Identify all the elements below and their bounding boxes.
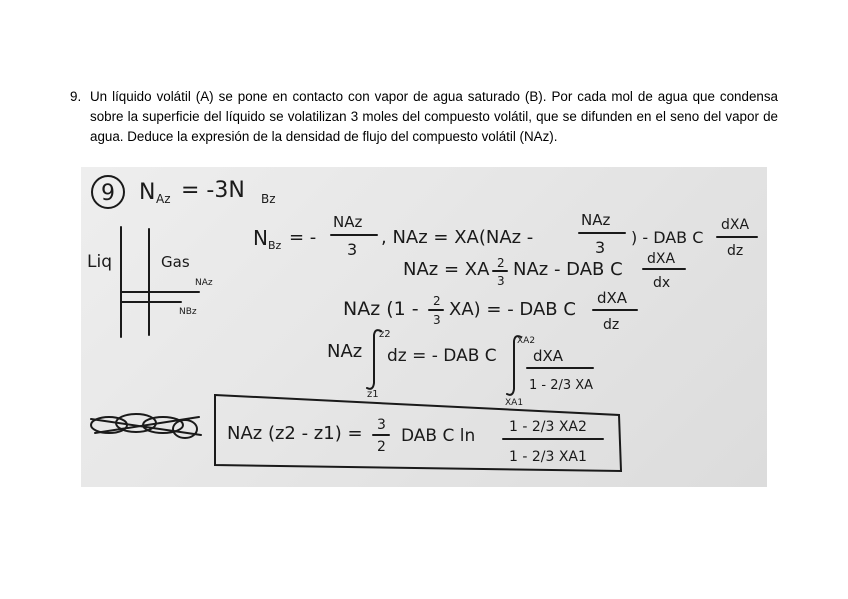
eq5-num: dXA: [533, 347, 564, 365]
eq5-den: 1 - 2/3 XA: [529, 378, 594, 393]
final-mid: DAB C ln: [401, 426, 476, 446]
line1-rhs: = -3N: [181, 178, 245, 203]
diagram-liq-label: Liq: [87, 252, 112, 272]
line1-lhs-sub: Az: [156, 192, 171, 206]
eq5-int2-upper: XA2: [517, 336, 536, 346]
problem-number: 9.: [70, 89, 82, 104]
circled-number: 9: [101, 181, 115, 206]
line1-lhs: N: [139, 180, 156, 205]
eq2b-dnum: dXA: [721, 217, 750, 233]
eq2b-dden: dz: [727, 243, 744, 259]
eq2b-den: 3: [595, 238, 606, 257]
line1-rhs-sub: Bz: [261, 192, 276, 206]
handwritten-solution-svg: [81, 167, 767, 487]
eq4-fnum: 2: [433, 294, 441, 308]
eq3-dnum: dXA: [647, 251, 676, 267]
eq2a-num: NAz: [333, 213, 363, 231]
eq5-int2-lower: XA1: [505, 398, 524, 408]
eq3-fnum: 2: [497, 256, 505, 270]
eq5-mid: dz = - DAB C: [387, 346, 497, 366]
eq4-text: NAz (1 -: [343, 298, 419, 320]
eq5-int-lower: z1: [367, 389, 379, 400]
final-fden: 2: [377, 439, 386, 455]
eq2a-lhs-sub: Bz: [268, 239, 282, 252]
eq5-lhs: NAz: [327, 341, 363, 362]
diagram-gas-label: Gas: [161, 253, 190, 271]
handwritten-solution-photo: [81, 167, 767, 487]
eq2a-lhs: N: [253, 226, 268, 250]
eq2a-den: 3: [347, 240, 358, 259]
eq4-dden: dz: [603, 317, 620, 333]
eq4-dnum: dXA: [597, 289, 628, 307]
eq3-tail: NAz - DAB C: [513, 259, 623, 280]
problem-text: Un líquido volátil (A) se pone en contacto con vapor de agua saturado (B). Por cada mol de agua que condensa sobre la superficie del líquido se volatilizan 3 moles del compuesto volátil, que se difunden en el seno del vapor de agua. Deduce la expresión de la densidad de flujo del compuesto volátil (NAz).: [90, 89, 778, 144]
problem-statement: [70, 87, 778, 147]
eq3-fden: 3: [497, 274, 505, 288]
eq4-fden: 3: [433, 313, 441, 327]
eq2b-text: , NAz = XA(NAz -: [381, 227, 534, 248]
eq2b-tail: ) - DAB C: [631, 228, 704, 247]
eq2b-num: NAz: [581, 211, 611, 229]
final-lhs: NAz (z2 - z1) =: [227, 423, 363, 444]
eq2a-eq: = -: [289, 227, 317, 248]
final-num: 1 - 2/3 XA2: [509, 419, 587, 435]
eq5-int-upper: z2: [379, 329, 391, 340]
diagram-naz-label: NAz: [195, 278, 213, 288]
eq3-dden: dx: [653, 275, 671, 291]
diagram-nbz-label: NBz: [179, 307, 197, 317]
eq4-tail: XA) = - DAB C: [449, 299, 576, 320]
final-fnum: 3: [377, 417, 386, 433]
eq3-text: NAz = XA: [403, 259, 490, 280]
scribble-mark: [91, 414, 201, 438]
final-den: 1 - 2/3 XA1: [509, 449, 587, 465]
